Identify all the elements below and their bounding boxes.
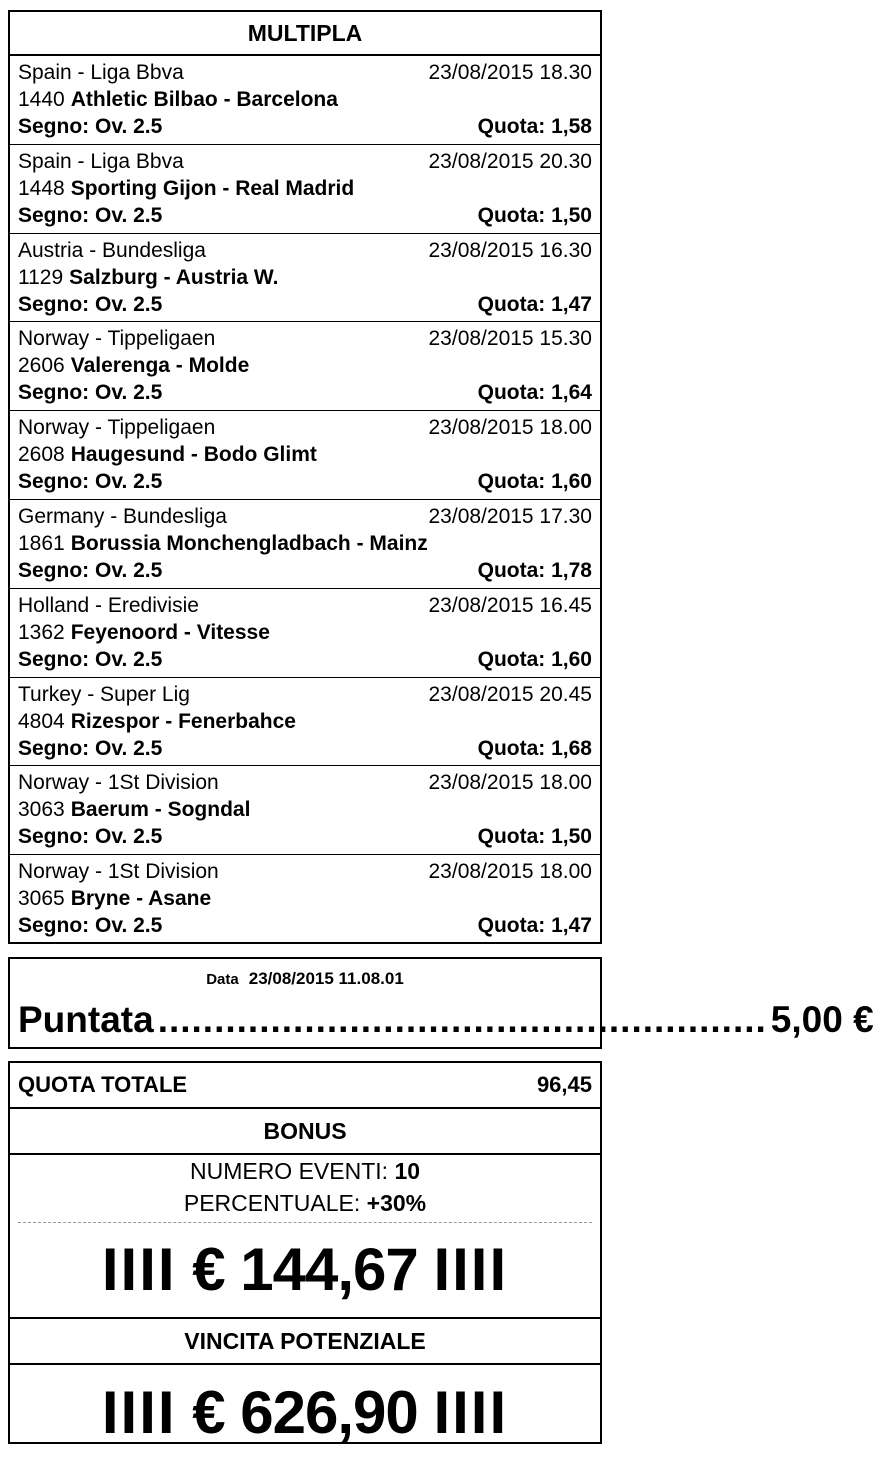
- event-match: Sporting Gijon - Real Madrid: [70, 176, 355, 200]
- event-quota: Quota: 1,68: [477, 736, 592, 760]
- event-row: [10, 322, 600, 411]
- totals-box: [8, 1061, 602, 1444]
- bonus-bars-right: IIII: [433, 1236, 509, 1303]
- date-line: [10, 968, 600, 990]
- event-bet-line: [18, 202, 592, 229]
- bonus-title: BONUS: [10, 1109, 600, 1155]
- event-list: [10, 56, 600, 944]
- event-header: [18, 414, 592, 441]
- total-quota-value: 96,45: [536, 1072, 592, 1097]
- event-header: [18, 592, 592, 619]
- event-datetime: 23/08/2015 20.45: [428, 682, 592, 706]
- event-header: [18, 237, 592, 264]
- event-match: Borussia Monchengladbach - Mainz: [70, 531, 428, 555]
- event-league: Turkey - Super Lig: [18, 682, 190, 706]
- percent-line: [10, 1187, 600, 1219]
- event-match-line: [18, 619, 592, 646]
- event-row: [10, 500, 600, 589]
- event-row: [10, 56, 600, 145]
- event-match: Haugesund - Bodo Glimt: [70, 443, 317, 467]
- event-code: 3065: [18, 887, 65, 911]
- date-value: 23/08/2015 11.08.01: [248, 969, 404, 988]
- event-quota: Quota: 1,60: [477, 470, 592, 494]
- event-match: Athletic Bilbao - Barcelona: [70, 88, 338, 111]
- events-count-value: 10: [394, 1158, 421, 1184]
- event-quota: Quota: 1,47: [477, 292, 592, 316]
- event-datetime: 23/08/2015 20.30: [428, 149, 592, 173]
- total-quota-row: [10, 1063, 600, 1109]
- event-quota: Quota: 1,47: [477, 914, 592, 938]
- event-match-line: [18, 885, 592, 912]
- event-datetime: 23/08/2015 16.30: [428, 238, 592, 262]
- event-row: [10, 678, 600, 767]
- event-bet-line: [18, 823, 592, 850]
- event-datetime: 23/08/2015 18.30: [428, 61, 592, 84]
- event-match-line: [18, 352, 592, 379]
- dot-leader: ......................................................: [157, 999, 767, 1040]
- event-league: Norway - 1St Division: [18, 771, 219, 795]
- event-quota: Quota: 1,50: [477, 203, 592, 227]
- event-datetime: 23/08/2015 17.30: [428, 504, 592, 528]
- event-row: [10, 589, 600, 678]
- event-code: 1448: [18, 176, 65, 200]
- event-row: [10, 766, 600, 855]
- event-code: 1440: [18, 88, 65, 111]
- event-league: Spain - Liga Bbva: [18, 149, 184, 173]
- stake-box: [8, 957, 874, 1049]
- event-bet-line: [18, 113, 592, 140]
- event-match-line: [18, 441, 592, 468]
- event-code: 2608: [18, 443, 65, 467]
- event-quota: Quota: 1,50: [477, 825, 592, 849]
- win-bars-left: IIII: [101, 1379, 177, 1446]
- event-league: Holland - Eredivisie: [18, 593, 199, 617]
- event-bet-line: [18, 557, 592, 584]
- event-match: Valerenga - Molde: [70, 354, 250, 378]
- stake-line: [10, 996, 874, 1044]
- event-bet-line: [18, 291, 592, 318]
- event-match-line: [18, 175, 592, 202]
- event-bet-line: [18, 912, 592, 939]
- event-match: Bryne - Asane: [70, 887, 212, 911]
- slip-title: MULTIPLA: [10, 12, 600, 56]
- event-quota: Quota: 1,64: [477, 381, 592, 405]
- event-quota: Quota: 1,58: [477, 115, 592, 138]
- event-code: 1362: [18, 620, 65, 644]
- event-header: [18, 858, 592, 885]
- event-bet-line: [18, 735, 592, 762]
- percent-label: PERCENTUALE:: [183, 1190, 361, 1216]
- event-bet-line: [18, 646, 592, 673]
- potential-win-amount: € 626,90: [192, 1379, 418, 1446]
- event-match-line: [18, 796, 592, 823]
- events-count-line: [10, 1155, 600, 1187]
- events-count-label: NUMERO EVENTI:: [189, 1158, 389, 1184]
- event-header: [18, 503, 592, 530]
- event-quota: Quota: 1,60: [477, 647, 592, 671]
- stake-amount: 5,00 €: [770, 999, 874, 1040]
- event-datetime: 23/08/2015 16.45: [428, 593, 592, 617]
- event-quota: Quota: 1,78: [477, 558, 592, 582]
- event-match-line: [18, 708, 592, 735]
- event-datetime: 23/08/2015 15.30: [428, 327, 592, 351]
- event-row: [10, 411, 600, 500]
- event-header: [18, 681, 592, 708]
- potential-win-line: [10, 1365, 600, 1461]
- event-row: [10, 855, 600, 944]
- event-sign: Segno: Ov. 2.5: [18, 203, 163, 227]
- potential-win-title: VINCITA POTENZIALE: [10, 1319, 600, 1365]
- event-match: Baerum - Sogndal: [70, 798, 251, 822]
- event-code: 2606: [18, 354, 65, 378]
- bonus-amount: € 144,67: [192, 1236, 418, 1303]
- bonus-amount-line: [10, 1223, 600, 1319]
- event-match: Salzburg - Austria W.: [69, 265, 279, 289]
- event-league: Norway - Tippeligaen: [18, 416, 216, 440]
- event-league: Norway - 1St Division: [18, 860, 219, 884]
- event-sign: Segno: Ov. 2.5: [18, 115, 163, 138]
- event-league: Norway - Tippeligaen: [18, 327, 216, 351]
- event-match-line: [18, 530, 592, 557]
- event-row: [10, 145, 600, 234]
- event-datetime: 23/08/2015 18.00: [428, 771, 592, 795]
- event-sign: Segno: Ov. 2.5: [18, 558, 163, 582]
- event-match: Rizespor - Fenerbahce: [70, 709, 296, 733]
- event-header: [18, 59, 592, 86]
- event-code: 1129: [18, 265, 64, 289]
- bet-slip: [8, 10, 602, 944]
- event-league: Germany - Bundesliga: [18, 504, 227, 528]
- event-league: Spain - Liga Bbva: [18, 61, 184, 84]
- event-datetime: 23/08/2015 18.00: [428, 416, 592, 440]
- event-code: 4804: [18, 709, 65, 733]
- bonus-bars-left: IIII: [101, 1236, 177, 1303]
- event-sign: Segno: Ov. 2.5: [18, 647, 163, 671]
- event-sign: Segno: Ov. 2.5: [18, 914, 163, 938]
- win-bars-right: IIII: [433, 1379, 509, 1446]
- event-sign: Segno: Ov. 2.5: [18, 736, 163, 760]
- event-header: [18, 769, 592, 796]
- event-header: [18, 148, 592, 175]
- event-league: Austria - Bundesliga: [18, 238, 206, 262]
- event-datetime: 23/08/2015 18.00: [428, 860, 592, 884]
- event-bet-line: [18, 379, 592, 406]
- event-code: 3063: [18, 798, 65, 822]
- event-row: [10, 234, 600, 323]
- event-match-line: [18, 264, 592, 291]
- event-bet-line: [18, 468, 592, 495]
- event-sign: Segno: Ov. 2.5: [18, 292, 163, 316]
- event-match-line: [18, 86, 592, 113]
- event-sign: Segno: Ov. 2.5: [18, 381, 163, 405]
- event-header: [18, 325, 592, 352]
- date-label: Data: [206, 971, 239, 988]
- event-sign: Segno: Ov. 2.5: [18, 825, 163, 849]
- event-match: Feyenoord - Vitesse: [70, 620, 270, 644]
- event-code: 1861: [18, 531, 65, 555]
- stake-label: Puntata: [18, 999, 154, 1040]
- percent-value: +30%: [366, 1190, 427, 1216]
- total-quota-label: QUOTA TOTALE: [18, 1072, 188, 1097]
- event-sign: Segno: Ov. 2.5: [18, 470, 163, 494]
